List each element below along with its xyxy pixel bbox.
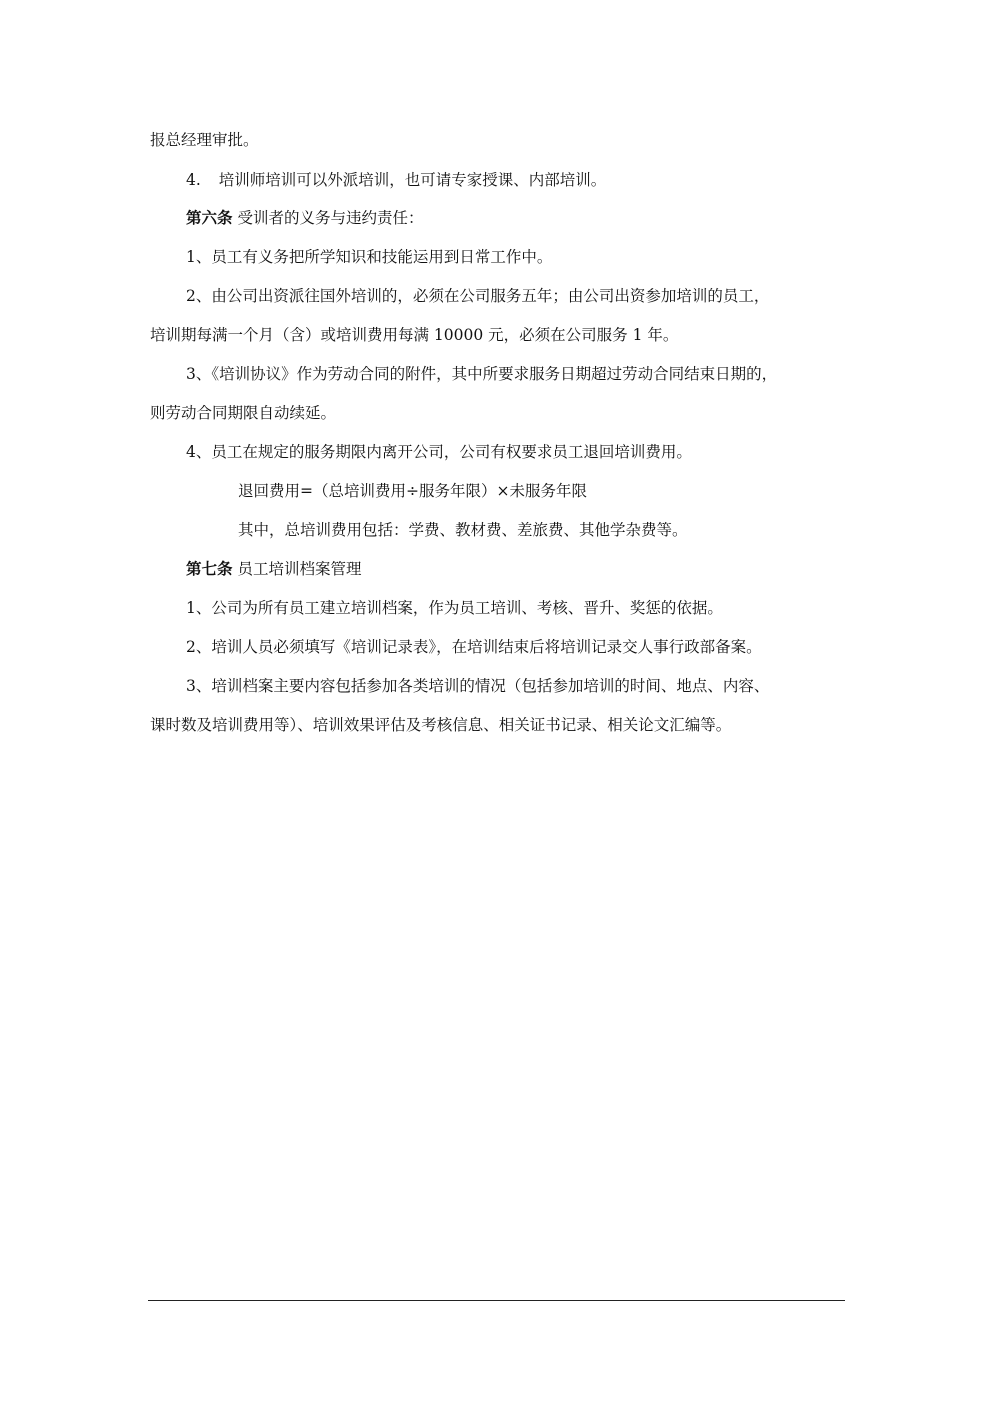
text-line: 2、培训人员必须填写《培训记录表》，在培训结束后将培训记录交人事行政部备案。 [186, 638, 762, 656]
formula-note [238, 511, 938, 549]
paragraph-6-3-line2 [150, 394, 850, 432]
article-6-heading [186, 199, 886, 237]
list-number: 4. [186, 171, 201, 189]
footer-divider [148, 1300, 845, 1301]
article-number: 第七条 [186, 559, 233, 578]
text-line: 培训师培训可以外派培训，也可请专家授课、内部培训。 [218, 171, 607, 189]
paragraph-7-1 [186, 589, 886, 627]
paragraph-7-3-line1 [186, 667, 886, 705]
paragraph-6-4 [186, 433, 886, 471]
article-title: 员工培训档案管理 [237, 560, 362, 578]
text-line: 2、由公司出资派往国外培训的，必须在公司服务五年；由公司出资参加培训的员工， [186, 287, 770, 305]
paragraph-6-2-line1 [186, 277, 886, 315]
paragraph-6-1 [186, 238, 886, 276]
paragraph-approval-line [150, 121, 850, 159]
text-line: 1、员工有义务把所学知识和技能运用到日常工作中。 [186, 248, 553, 266]
text-line: 1、公司为所有员工建立培训档案，作为员工培训、考核、晋升、奖惩的依据。 [186, 599, 723, 617]
text-line: 3、培训档案主要内容包括参加各类培训的情况（包括参加培训的时间、地点、内容、 [186, 677, 770, 695]
formula-line [238, 472, 938, 510]
text-line: 4、员工在规定的服务期限内离开公司，公司有权要求员工退回培训费用。 [186, 443, 692, 461]
paragraph-6-3-line1 [186, 355, 886, 393]
text-line: 则劳动合同期限自动续延。 [150, 404, 337, 422]
article-number: 第六条 [186, 208, 233, 227]
text-line: 其中，总培训费用包括：学费、教材费、差旅费、其他学杂费等。 [238, 521, 688, 539]
article-7-heading [186, 550, 886, 588]
text-line: 报总经理审批。 [150, 131, 259, 149]
text-line: 培训期每满一个月（含）或培训费用每满 10000 元，必须在公司服务 1 年。 [150, 326, 679, 344]
paragraph-7-2 [186, 628, 886, 666]
paragraph-item-4 [186, 161, 886, 199]
text-line: 退回费用=（总培训费用÷服务年限）×未服务年限 [238, 482, 587, 500]
paragraph-6-2-line2 [150, 316, 850, 354]
paragraph-7-3-line2 [150, 706, 850, 744]
text-line: 课时数及培训费用等）、培训效果评估及考核信息、相关证书记录、相关论文汇编等。 [150, 716, 732, 734]
article-title: 受训者的义务与违约责任： [237, 209, 424, 227]
text-line: 3、《培训协议》作为劳动合同的附件，其中所要求服务日期超过劳动合同结束日期的， [186, 365, 778, 383]
